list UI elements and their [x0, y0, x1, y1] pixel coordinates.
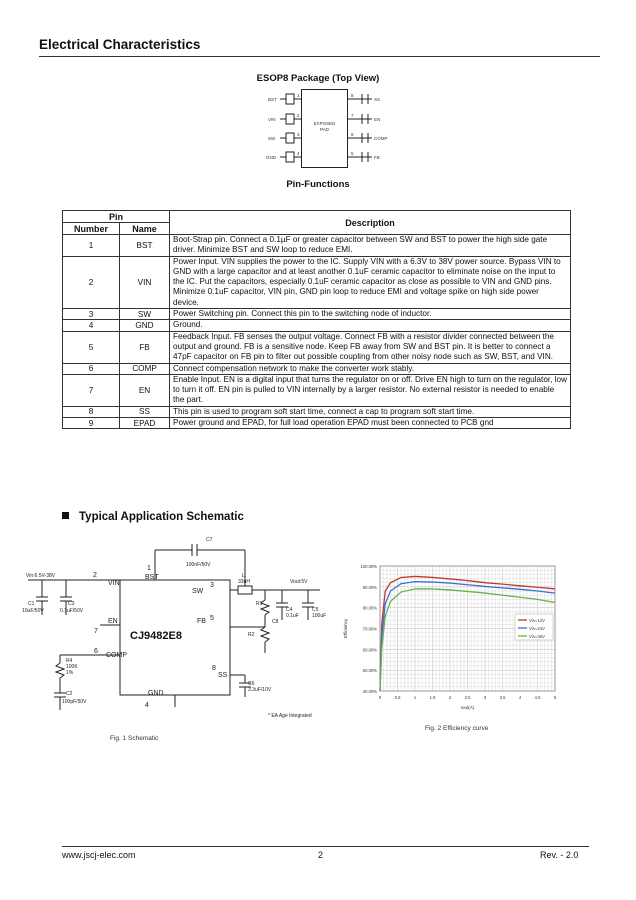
y-tick-label: 70.00% [362, 626, 377, 632]
x-tick-label: 1.5 [429, 695, 436, 700]
sw-pin-label: SW [192, 588, 204, 595]
table-row [63, 256, 571, 308]
x-tick-label: 0.5 [394, 695, 401, 700]
y-tick-label: 100.00% [360, 564, 377, 569]
fig2-caption: Fig. 2 Efficiency curve [425, 725, 489, 732]
pin-name: VIN [120, 256, 170, 308]
r4-value: 100K [66, 664, 78, 670]
c1-label: C1 [28, 601, 35, 607]
pin-description: Connect compensation network to make the converter work stably. [170, 363, 571, 374]
pin-table [62, 210, 571, 429]
r1-label: R1 [256, 601, 263, 607]
pkg-pin-num-2: 2 [297, 113, 300, 118]
table-row [63, 309, 571, 320]
pkg-pin-num-7: 7 [351, 113, 354, 118]
c8-label: C8 [272, 619, 279, 625]
schematic-section-title [62, 511, 244, 523]
x-tick-label: 2 [448, 695, 452, 700]
c4-label: C4 [286, 607, 293, 613]
x-tick-label: 4.5 [534, 695, 541, 700]
pkg-pin-name-bst: BST [268, 97, 277, 102]
c7-label: C7 [206, 537, 213, 543]
r4-label: R4 [66, 658, 73, 664]
schematic-section-label: Typical Application Schematic [79, 511, 244, 523]
x-axis-label: Iout(A) [460, 705, 475, 710]
footer-rule [62, 846, 589, 847]
pin-number: 1 [63, 235, 120, 257]
fig1-caption: Fig. 1 Schematic [110, 735, 159, 742]
package-pins [260, 88, 390, 168]
y-axis-label: Efficiency [343, 618, 348, 639]
c5-value: 100uF [312, 613, 327, 619]
vin-pin-label: VIN [108, 580, 120, 587]
pin-name: EPAD [120, 418, 170, 429]
inductor-label: L [242, 573, 245, 579]
pin-name: SS [120, 406, 170, 417]
pin6-num: 6 [94, 648, 98, 655]
comp-pin-label: COMP [106, 652, 127, 659]
inductor-value: 33uH [238, 579, 250, 585]
pin-description: Power ground and EPAD, for full load operation EPAD must been connected to PCB gnd [170, 418, 571, 429]
table-row [63, 418, 571, 429]
c5-label: C5 [312, 607, 319, 613]
header-rule [39, 56, 600, 57]
x-tick-label: 3 [483, 695, 487, 700]
pin7-num: 7 [94, 628, 98, 635]
r4-tolerance: 1% [66, 670, 74, 676]
chip-name: CJ9482E8 [130, 630, 182, 642]
number-header: Number [63, 223, 120, 235]
vin-rail-label: Vin:6.5V-38V [26, 573, 56, 579]
pin-number: 8 [63, 406, 120, 417]
pin-description: Boot-Strap pin. Connect a 0.1µF or greater capacitor between SW and BST to power the high side gate driver. Minimize BST and SW loop to reduce EMI. [170, 235, 571, 257]
pkg-pin-num-3: 3 [297, 132, 300, 137]
pkg-pin-name-en: EN [374, 117, 381, 122]
legend-label: Vin=36V [529, 634, 545, 639]
schematic-note: * EA Age Integrated [268, 713, 312, 719]
pin-number: 6 [63, 363, 120, 374]
footer-revision: Rev. - 2.0 [540, 850, 579, 860]
pin-name: FB [120, 331, 170, 363]
pkg-pin-num-4: 4 [297, 151, 300, 156]
fb-pin-label: FB [197, 618, 206, 625]
r2-label: R2 [248, 632, 255, 638]
pkg-pin-name-gnd: GND [266, 155, 276, 160]
pin3-num: 3 [210, 582, 214, 589]
bst-pin-label: BST [145, 574, 159, 581]
pin-description: Feedback Input. FB senses the output voltage. Connect FB with a resistor divider connected between the output and ground. FB is a sensitive node. Keep FB away from SW and BST pin. It is better to connect a 47pF capacitor on FB pin to filter out possible coupling from other noisy node such as SW, BST, and VIN. [170, 331, 571, 363]
x-tick-label: 5 [553, 695, 557, 700]
x-tick-label: 4 [518, 695, 522, 700]
table-row [63, 235, 571, 257]
c6-value: 3.3uF/10V [248, 687, 272, 693]
pin-number: 9 [63, 418, 120, 429]
legend-label: Vin=24V [529, 626, 545, 631]
c2-label: C2 [66, 691, 73, 697]
name-header: Name [120, 223, 170, 235]
pkg-pin-num-8: 8 [351, 93, 354, 98]
table-row [63, 331, 571, 363]
y-tick-label: 50.00% [362, 668, 377, 674]
efficiency-chart [335, 558, 575, 718]
c3-label: C3 [68, 601, 75, 607]
pin-functions-caption: Pin-Functions [286, 179, 350, 190]
pkg-pin-num-1: 1 [297, 93, 300, 98]
pin-number: 3 [63, 309, 120, 320]
pkg-pin-name-vin: VIN [268, 117, 276, 122]
pin-name: COMP [120, 363, 170, 374]
y-tick-label: 60.00% [362, 647, 377, 653]
table-row [63, 320, 571, 331]
footer-page-number: 2 [318, 850, 324, 860]
pin4-num: 4 [145, 702, 149, 709]
description-header: Description [170, 211, 571, 235]
pin2-num: 2 [93, 572, 97, 579]
pin-description: Power Switching pin. Connect this pin to the switching node of inductor. [170, 309, 571, 320]
c2-value: 100pF/50V [62, 699, 87, 705]
pin8-num: 8 [212, 665, 216, 672]
table-row [63, 406, 571, 417]
pad-label-line2: PAD [320, 127, 329, 132]
pkg-pin-name-ss: SS [374, 97, 381, 102]
pin-name: EN [120, 374, 170, 406]
ss-pin-label: SS [218, 672, 228, 679]
pkg-pin-name-sw: SW [268, 136, 276, 141]
section-title: Electrical Characteristics [39, 37, 201, 52]
c7-value: 100nF/50V [186, 562, 211, 568]
c4-value: 0.1uF [286, 613, 299, 619]
x-tick-label: 3.5 [499, 695, 506, 700]
c1-value: 10uF/50V [22, 608, 44, 614]
pin-description: This pin is used to program soft start time, connect a cap to program soft start time. [170, 406, 571, 417]
pin-description: Enable Input. EN is a digital input that turns the regulator on or off. Drive EN high to turn on the regulator, low to turn it off. EN pin is pulled to VIN internally by a larger resistor. No external resistor is needed to enable the part. [170, 374, 571, 406]
x-tick-label: 1 [413, 695, 417, 700]
pin-name: SW [120, 309, 170, 320]
pin-header: Pin [63, 211, 170, 223]
en-pin-label: EN [108, 618, 118, 625]
application-schematic [20, 535, 340, 730]
pin-name: GND [120, 320, 170, 331]
pin-number: 7 [63, 374, 120, 406]
legend-label: Vin=12V [529, 618, 545, 623]
package-title: ESOP8 Package (Top View) [256, 73, 380, 84]
y-tick-label: 90.00% [362, 584, 377, 590]
c3-value: 0.1uF/50V [60, 608, 84, 614]
y-tick-label: 40.00% [362, 689, 377, 694]
pin-name: BST [120, 235, 170, 257]
pkg-pin-num-5: 5 [351, 151, 354, 156]
x-tick-label: 0 [378, 695, 382, 700]
table-row [63, 374, 571, 406]
c6-label: C6 [248, 681, 255, 687]
footer-url[interactable]: www.jscj-elec.com [62, 850, 136, 860]
gnd-pin-label: GND [148, 690, 164, 697]
bullet-square-icon [62, 512, 69, 519]
pin-description: Power Input. VIN supplies the power to the IC. Supply VIN with a 6.3V to 38V power source. Bypass VIN to GND with a large capacitor and at least another 0.1uF ceramic capacitor to eliminate noise on the input to the IC. Put the capacitors, especially 0.1uF ceramic capacitor as close as possible to VIN and GND pins. Minimize 0.1uF capacitor, VIN pin, GND pin loop to reduce EMI and voltage spike on high side power device. [170, 256, 571, 308]
pin1-num: 1 [147, 565, 151, 572]
table-row [63, 363, 571, 374]
pkg-pin-name-fb: FB [374, 155, 380, 160]
pin-description: Ground. [170, 320, 571, 331]
pin-number: 4 [63, 320, 120, 331]
vout-rail-label: Vout:5V [290, 579, 308, 585]
y-tick-label: 80.00% [362, 605, 377, 611]
pkg-pin-num-6: 6 [351, 132, 354, 137]
pad-label-line1: EXPOSED [313, 121, 336, 126]
x-tick-label: 2.5 [464, 695, 471, 700]
pin-number: 5 [63, 331, 120, 363]
pin5-num: 5 [210, 615, 214, 622]
pkg-pin-name-comp: COMP [374, 136, 388, 141]
pin-number: 2 [63, 256, 120, 308]
